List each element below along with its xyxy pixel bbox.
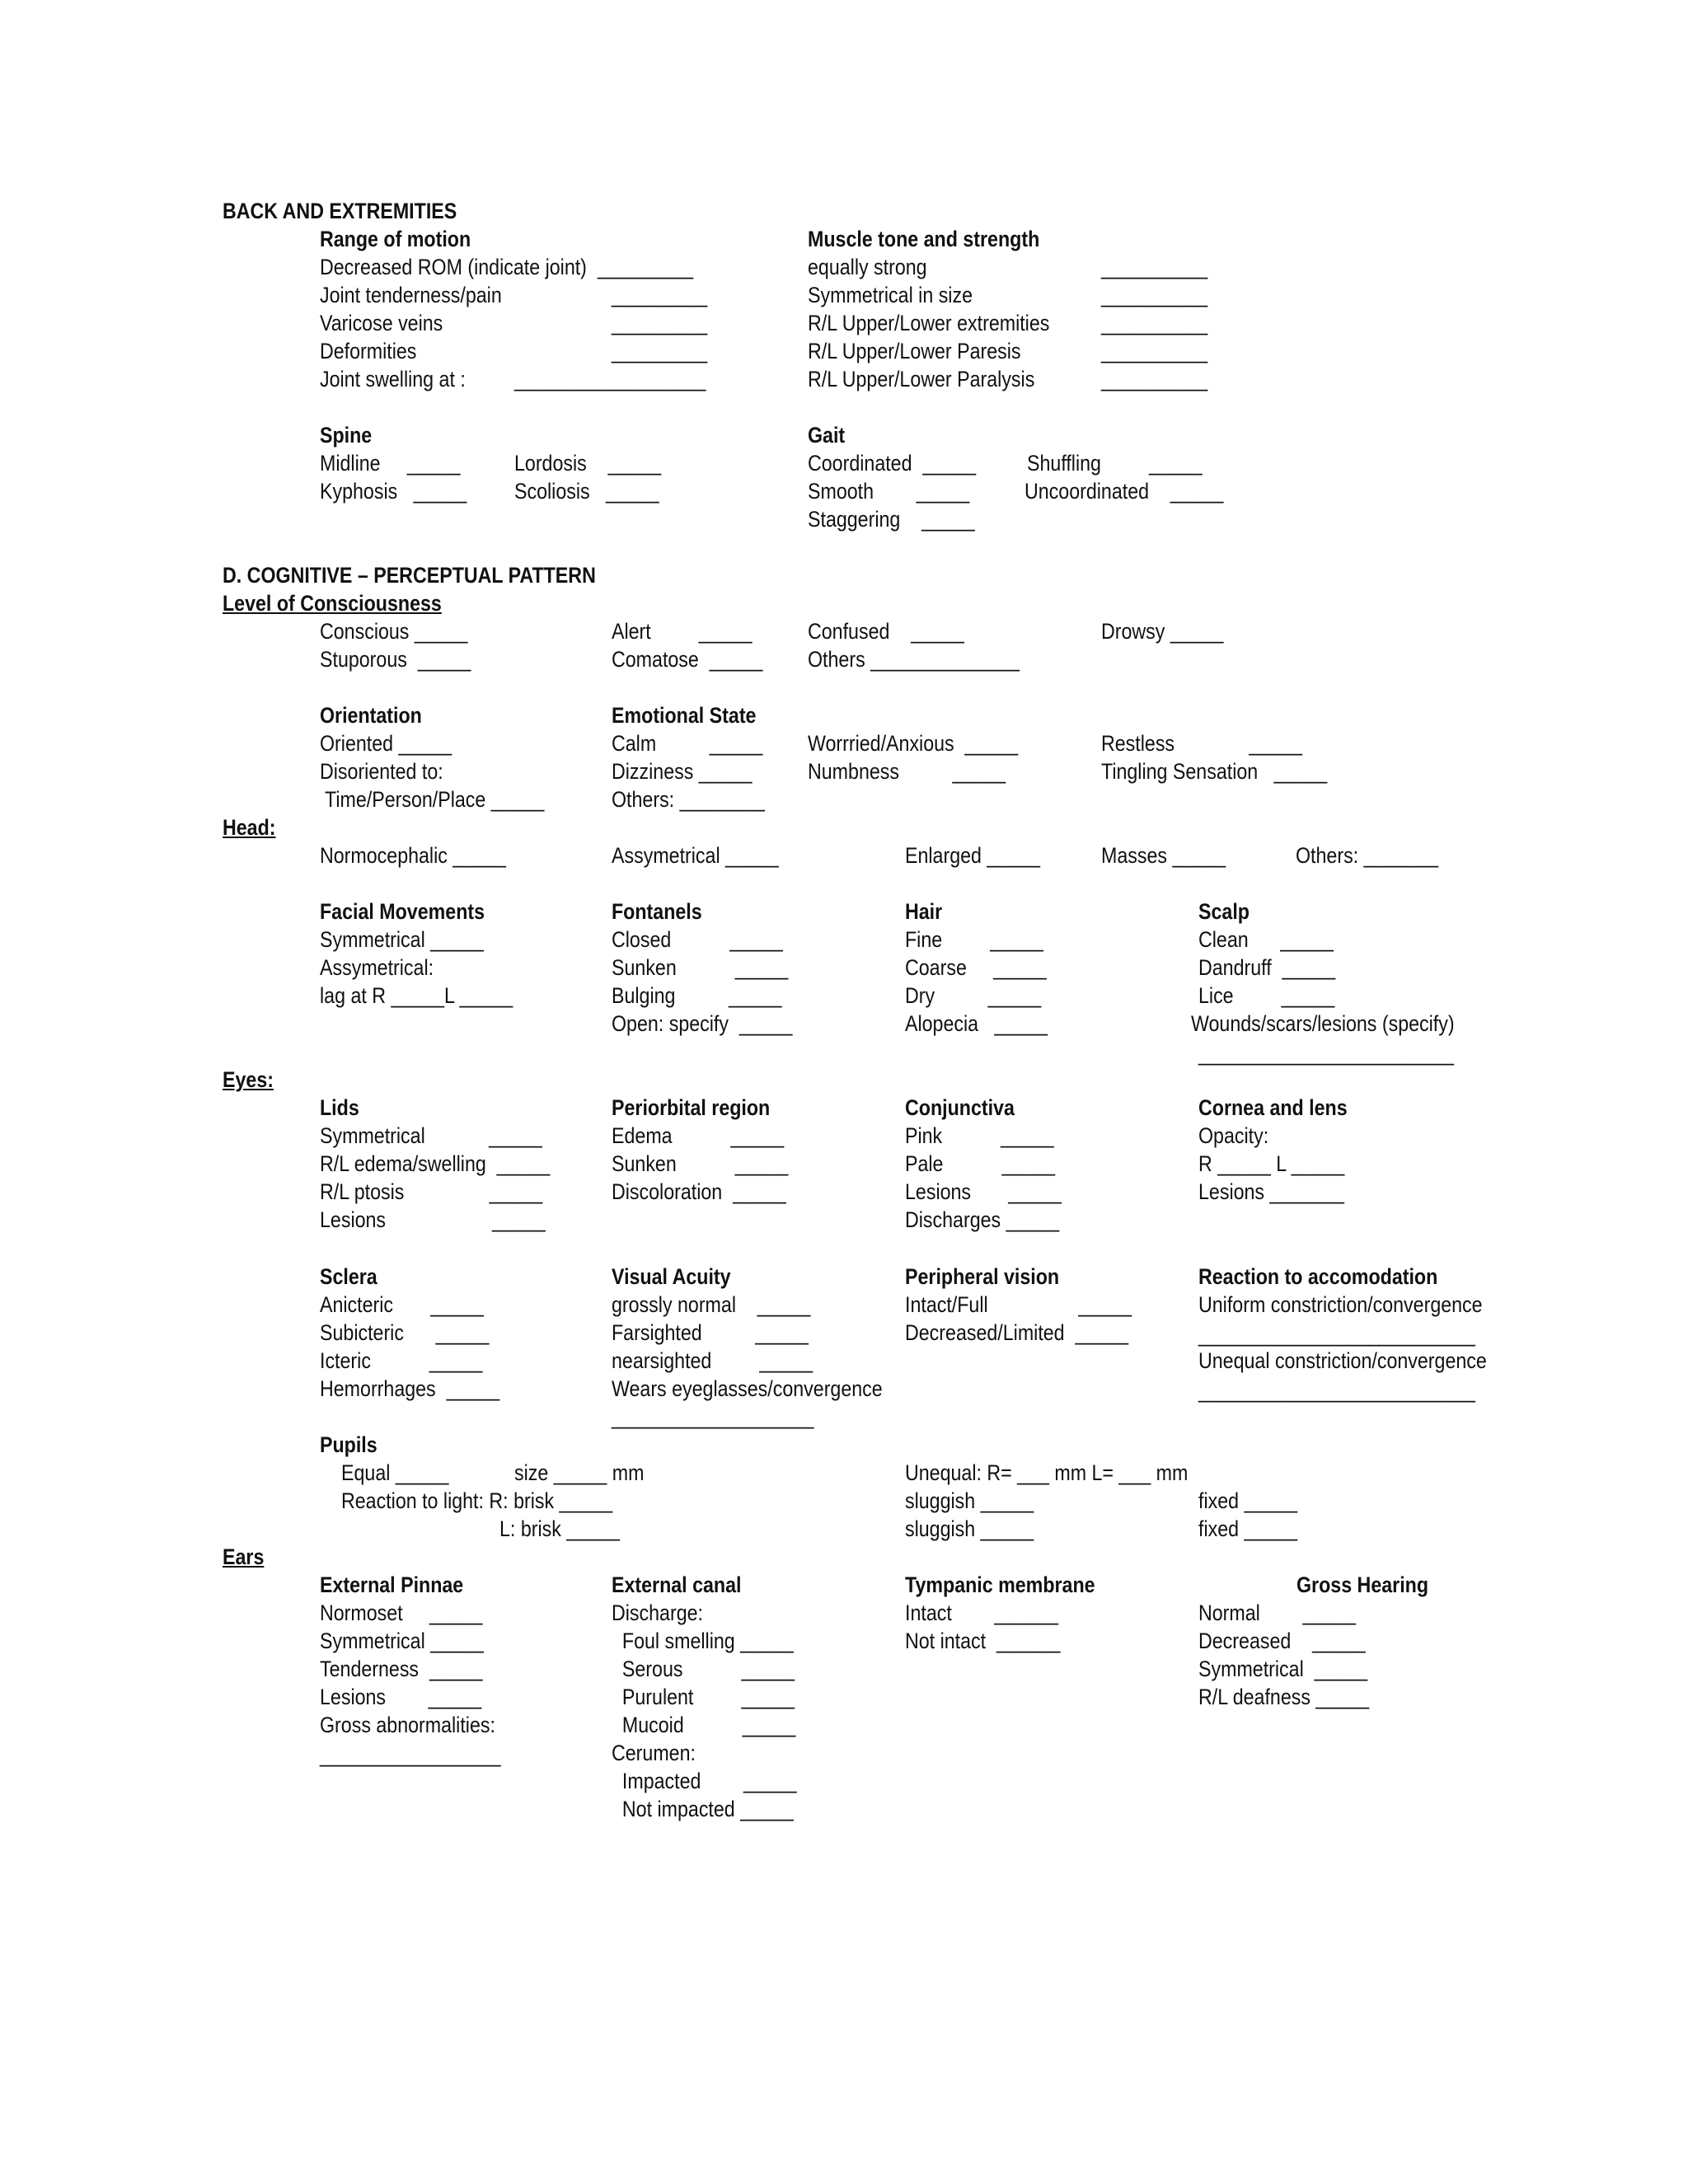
scalp-blank[interactable]: ________________________ bbox=[1198, 1041, 1454, 1066]
canal-item: Impacted _____ bbox=[612, 1769, 797, 1793]
spine-item: Kyphosis _____ bbox=[320, 479, 467, 504]
hair-item: Dry _____ bbox=[905, 983, 1042, 1008]
sclera-item: Hemorrhages _____ bbox=[320, 1376, 500, 1401]
reaction-item: Uniform constriction/convergence bbox=[1198, 1292, 1483, 1317]
periorbital-item: Edema _____ bbox=[612, 1123, 785, 1148]
hearing-item: R/L deafness _____ bbox=[1198, 1685, 1369, 1709]
head-item: Assymetrical _____ bbox=[612, 843, 779, 868]
head-item: Normocephalic _____ bbox=[320, 843, 506, 868]
pinnae-item: Lesions _____ bbox=[320, 1685, 482, 1709]
scalp-item: Clean _____ bbox=[1198, 927, 1334, 952]
emotional-item: Numbness _____ bbox=[808, 759, 1006, 784]
conjunctiva-heading: Conjunctiva bbox=[905, 1095, 1015, 1120]
rom-line: Joint tenderness/pain bbox=[320, 283, 502, 307]
reaction-heading: Reaction to accomodation bbox=[1198, 1264, 1438, 1289]
periorbital-item: Discoloration _____ bbox=[612, 1179, 786, 1204]
muscle-blank[interactable]: __________ bbox=[1101, 339, 1208, 363]
rom-blank[interactable]: _________ bbox=[612, 339, 708, 363]
reaction-blank[interactable]: __________________________ bbox=[1198, 1322, 1475, 1347]
sclera-item: Icteric _____ bbox=[320, 1348, 483, 1373]
muscle-line: Symmetrical in size bbox=[808, 283, 973, 307]
emotional-item: Restless _____ bbox=[1101, 731, 1302, 756]
cornea-item: R _____ L _____ bbox=[1198, 1151, 1345, 1176]
peripheral-item: Intact/Full _____ bbox=[905, 1292, 1132, 1317]
muscle-blank[interactable]: __________ bbox=[1101, 311, 1208, 335]
spine-item: Midline _____ bbox=[320, 451, 461, 476]
orientation-heading: Orientation bbox=[320, 703, 422, 728]
facial-item: Symmetrical _____ bbox=[320, 927, 484, 952]
canal-item: Mucoid _____ bbox=[612, 1713, 796, 1737]
pupils-heading: Pupils bbox=[320, 1432, 377, 1457]
pinnae-heading: External Pinnae bbox=[320, 1572, 464, 1597]
lids-item: Symmetrical _____ bbox=[320, 1123, 542, 1148]
conjunctiva-item: Lesions _____ bbox=[905, 1179, 1062, 1204]
visual-acuity-item: nearsighted _____ bbox=[612, 1348, 813, 1373]
emotional-item: Worrried/Anxious _____ bbox=[808, 731, 1019, 756]
head-item: Enlarged _____ bbox=[905, 843, 1040, 868]
range-of-motion-heading: Range of motion bbox=[320, 227, 471, 251]
pinnae-item: Tenderness _____ bbox=[320, 1657, 483, 1681]
hair-item: Coarse _____ bbox=[905, 955, 1047, 980]
scalp-item: Lice _____ bbox=[1198, 983, 1335, 1008]
fontanels-item: Closed _____ bbox=[612, 927, 783, 952]
muscle-heading: Muscle tone and strength bbox=[808, 227, 1040, 251]
sclera-item: Subicteric _____ bbox=[320, 1320, 490, 1345]
emotional-item: Others: ________ bbox=[612, 787, 765, 812]
facial-item: lag at R _____L _____ bbox=[320, 983, 513, 1008]
head-label: Head: bbox=[223, 815, 276, 840]
emotional-heading: Emotional State bbox=[612, 703, 757, 728]
orientation-item: Disoriented to: bbox=[320, 759, 443, 784]
cornea-item: Lesions _______ bbox=[1198, 1179, 1344, 1204]
visual-acuity-item: grossly normal _____ bbox=[612, 1292, 811, 1317]
loc-item: Drowsy _____ bbox=[1101, 619, 1224, 644]
section-heading-back: BACK AND EXTREMITIES bbox=[223, 199, 457, 223]
conjunctiva-item: Pale _____ bbox=[905, 1151, 1056, 1176]
pupils-item: Equal _____ bbox=[341, 1460, 449, 1485]
facial-item: Assymetrical: bbox=[320, 955, 434, 980]
lids-item: R/L ptosis _____ bbox=[320, 1179, 543, 1204]
orientation-item: Oriented _____ bbox=[320, 731, 452, 756]
emotional-item: Dizziness _____ bbox=[612, 759, 753, 784]
pinnae-item: Symmetrical _____ bbox=[320, 1629, 484, 1653]
loc-item: Confused _____ bbox=[808, 619, 964, 644]
peripheral-heading: Peripheral vision bbox=[905, 1264, 1060, 1289]
pupils-item: fixed _____ bbox=[1198, 1488, 1298, 1513]
emotional-item: Calm _____ bbox=[612, 731, 763, 756]
rom-line: Joint swelling at : bbox=[320, 367, 466, 391]
hearing-heading: Gross Hearing bbox=[1296, 1572, 1429, 1597]
visual-acuity-item: Wears eyeglasses/convergence bbox=[612, 1376, 883, 1401]
reaction-item: Unequal constriction/convergence bbox=[1198, 1348, 1487, 1373]
facial-heading: Facial Movements bbox=[320, 899, 485, 924]
pupils-item: sluggish _____ bbox=[905, 1516, 1034, 1541]
visual-acuity-item: Farsighted _____ bbox=[612, 1320, 809, 1345]
muscle-blank[interactable]: __________ bbox=[1101, 367, 1208, 391]
gait-item: Smooth _____ bbox=[808, 479, 970, 504]
muscle-line: equally strong bbox=[808, 255, 927, 279]
sclera-heading: Sclera bbox=[320, 1264, 377, 1289]
canal-item: Serous _____ bbox=[612, 1657, 795, 1681]
loc-item: Conscious _____ bbox=[320, 619, 468, 644]
rom-blank[interactable]: _________ bbox=[612, 283, 708, 307]
gait-item: Staggering _____ bbox=[808, 507, 975, 532]
pupils-item: L: brisk _____ bbox=[499, 1516, 620, 1541]
hair-item: Alopecia _____ bbox=[905, 1011, 1048, 1036]
muscle-line: R/L Upper/Lower Paresis bbox=[808, 339, 1021, 363]
rom-line: Varicose veins bbox=[320, 311, 443, 335]
lids-item: Lesions _____ bbox=[320, 1207, 546, 1232]
tympanic-heading: Tympanic membrane bbox=[905, 1572, 1095, 1597]
hearing-item: Decreased _____ bbox=[1198, 1629, 1366, 1653]
canal-item: Foul smelling _____ bbox=[612, 1629, 794, 1653]
orientation-item: Time/Person/Place _____ bbox=[320, 787, 545, 812]
pupils-item: sluggish _____ bbox=[905, 1488, 1034, 1513]
spine-item: Scoliosis _____ bbox=[514, 479, 659, 504]
lids-heading: Lids bbox=[320, 1095, 359, 1120]
fontanels-item: Sunken _____ bbox=[612, 955, 789, 980]
rom-line: Decreased ROM (indicate joint) _________ bbox=[320, 255, 694, 279]
gait-heading: Gait bbox=[808, 423, 846, 448]
cornea-item: Opacity: bbox=[1198, 1123, 1269, 1148]
lids-item: R/L edema/swelling _____ bbox=[320, 1151, 551, 1176]
visual-acuity-heading: Visual Acuity bbox=[612, 1264, 731, 1289]
muscle-line: R/L Upper/Lower extremities bbox=[808, 311, 1050, 335]
conjunctiva-item: Discharges _____ bbox=[905, 1207, 1060, 1232]
gait-item: Shuffling _____ bbox=[1027, 451, 1203, 476]
rom-blank[interactable]: __________________ bbox=[514, 367, 706, 391]
pinnae-item: Normoset _____ bbox=[320, 1601, 483, 1625]
fontanels-item: Bulging _____ bbox=[612, 983, 782, 1008]
pupils-item: fixed _____ bbox=[1198, 1516, 1298, 1541]
hair-heading: Hair bbox=[905, 899, 943, 924]
loc-item: Comatose _____ bbox=[612, 647, 763, 672]
tympanic-item: Not intact ______ bbox=[905, 1629, 1061, 1653]
spine-item: Lordosis _____ bbox=[514, 451, 662, 476]
loc-item: Alert _____ bbox=[612, 619, 753, 644]
scalp-wounds: Wounds/scars/lesions (specify) bbox=[1191, 1011, 1455, 1036]
pupils-item: Reaction to light: R: brisk _____ bbox=[341, 1488, 613, 1513]
loc-item: Stuporous _____ bbox=[320, 647, 471, 672]
spine-heading: Spine bbox=[320, 423, 373, 448]
gait-item: Coordinated _____ bbox=[808, 451, 976, 476]
pinnae-blank[interactable]: _________________ bbox=[320, 1742, 501, 1767]
muscle-line: R/L Upper/Lower Paralysis bbox=[808, 367, 1035, 391]
tympanic-item: Intact ______ bbox=[905, 1601, 1058, 1625]
canal-item: Discharge: bbox=[612, 1601, 703, 1625]
loc-heading: Level of Consciousness bbox=[223, 591, 442, 616]
periorbital-item: Sunken _____ bbox=[612, 1151, 789, 1176]
fontanels-item: Open: specify _____ bbox=[612, 1011, 793, 1036]
canal-item: Purulent _____ bbox=[612, 1685, 795, 1709]
pupils-item: size _____ mm bbox=[514, 1460, 645, 1485]
fontanels-heading: Fontanels bbox=[612, 899, 702, 924]
hearing-item: Normal _____ bbox=[1198, 1601, 1357, 1625]
canal-item: Not impacted _____ bbox=[612, 1797, 794, 1821]
visual-acuity-blank[interactable]: ___________________ bbox=[612, 1404, 814, 1429]
scalp-item: Dandruff _____ bbox=[1198, 955, 1336, 980]
gait-item: Uncoordinated _____ bbox=[1025, 479, 1224, 504]
muscle-blank[interactable]: __________ bbox=[1101, 255, 1208, 279]
emotional-item: Tingling Sensation _____ bbox=[1101, 759, 1328, 784]
hearing-item: Symmetrical _____ bbox=[1198, 1657, 1368, 1681]
reaction-blank[interactable]: __________________________ bbox=[1198, 1378, 1475, 1403]
eyes-label: Eyes: bbox=[223, 1067, 274, 1092]
loc-item: Others ______________ bbox=[808, 647, 1020, 672]
sclera-item: Anicteric _____ bbox=[320, 1292, 484, 1317]
muscle-blank[interactable]: __________ bbox=[1101, 283, 1208, 307]
hair-item: Fine _____ bbox=[905, 927, 1043, 952]
section-heading-cognitive: D. COGNITIVE – PERCEPTUAL PATTERN bbox=[223, 563, 596, 588]
pupils-item: Unequal: R= ___ mm L= ___ mm bbox=[905, 1460, 1189, 1485]
cornea-heading: Cornea and lens bbox=[1198, 1095, 1348, 1120]
conjunctiva-item: Pink _____ bbox=[905, 1123, 1054, 1148]
peripheral-item: Decreased/Limited _____ bbox=[905, 1320, 1129, 1345]
ears-label: Ears bbox=[223, 1544, 265, 1569]
rom-blank[interactable]: _________ bbox=[612, 311, 708, 335]
periorbital-heading: Periorbital region bbox=[612, 1095, 771, 1120]
rom-line: Deformities bbox=[320, 339, 417, 363]
head-item: Masses _____ bbox=[1101, 843, 1226, 868]
scalp-heading: Scalp bbox=[1198, 899, 1250, 924]
pinnae-item: Gross abnormalities: bbox=[320, 1713, 495, 1737]
head-item: Others: _______ bbox=[1296, 843, 1438, 868]
canal-heading: External canal bbox=[612, 1572, 742, 1597]
canal-item: Cerumen: bbox=[612, 1741, 696, 1765]
